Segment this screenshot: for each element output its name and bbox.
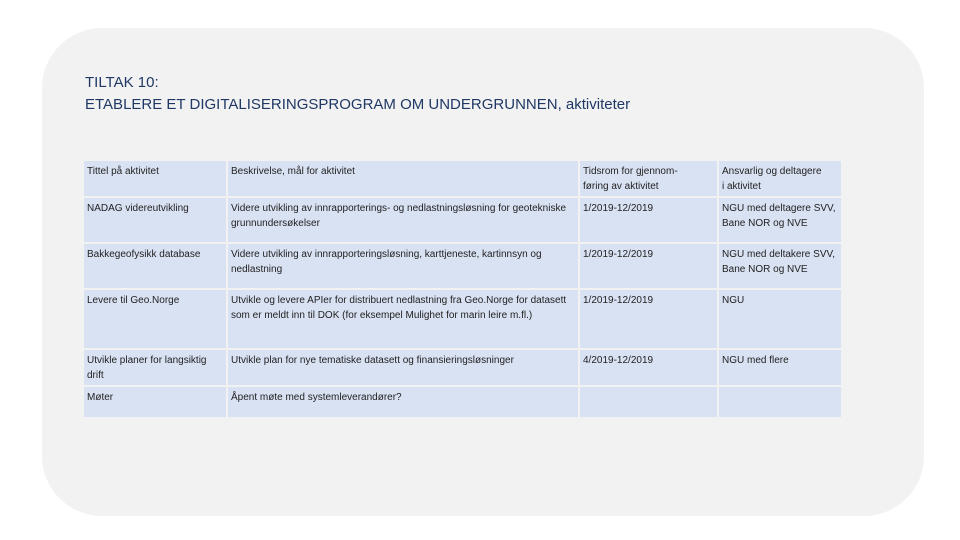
activities-table xyxy=(82,159,843,419)
table-row xyxy=(84,244,841,288)
cell-description: Videre utvikling av innrapporterings- og nedlastningsløsning for geotekniske grunnundersøkelser xyxy=(228,198,578,242)
cell-period: 1/2019-12/2019 xyxy=(580,198,717,242)
cell-description: Utvikle plan for nye tematiske datasett og finansieringsløsninger xyxy=(228,350,578,385)
cell-title: NADAG videreutvikling xyxy=(84,198,226,242)
cell-title: Møter xyxy=(84,387,226,417)
cell-responsible: NGU med deltakere SVV, Bane NOR og NVE xyxy=(719,244,841,288)
cell-period: 1/2019-12/2019 xyxy=(580,290,717,348)
cell-responsible: NGU med flere xyxy=(719,350,841,385)
header-responsible: Ansvarlig og deltagere i aktivitet xyxy=(719,161,841,196)
cell-responsible: NGU med deltagere SVV, Bane NOR og NVE xyxy=(719,198,841,242)
title-line-2: ETABLERE ET DIGITALISERINGSPROGRAM OM UNDERGRUNNEN, aktiviteter xyxy=(85,96,631,113)
header-period: Tidsrom for gjennom- føring av aktivitet xyxy=(580,161,717,196)
slide-title xyxy=(85,72,630,116)
cell-description: Videre utvikling av innrapporteringsløsning, karttjeneste, kartinnsyn og nedlastning xyxy=(228,244,578,288)
cell-period: 1/2019-12/2019 xyxy=(580,244,717,288)
cell-responsible xyxy=(719,387,841,417)
cell-title: Utvikle planer for langsiktig drift xyxy=(84,350,226,385)
table-row xyxy=(84,350,841,385)
title-line-1: TILTAK 10: xyxy=(85,74,159,91)
table-header-row xyxy=(84,161,841,196)
table-row xyxy=(84,387,841,417)
header-description: Beskrivelse, mål for aktivitet xyxy=(228,161,578,196)
cell-period xyxy=(580,387,717,417)
header-title: Tittel på aktivitet xyxy=(84,161,226,196)
cell-description: Utvikle og levere APIer for distribuert nedlastning fra Geo.Norge for datasett som er meldt inn til DOK (for eksempel Mulighet for marin leire m.fl.) xyxy=(228,290,578,348)
table-row xyxy=(84,290,841,348)
cell-period: 4/2019-12/2019 xyxy=(580,350,717,385)
cell-responsible: NGU xyxy=(719,290,841,348)
cell-title: Levere til Geo.Norge xyxy=(84,290,226,348)
cell-title: Bakkegeofysikk database xyxy=(84,244,226,288)
table-row xyxy=(84,198,841,242)
cell-description: Åpent møte med systemleverandører? xyxy=(228,387,578,417)
